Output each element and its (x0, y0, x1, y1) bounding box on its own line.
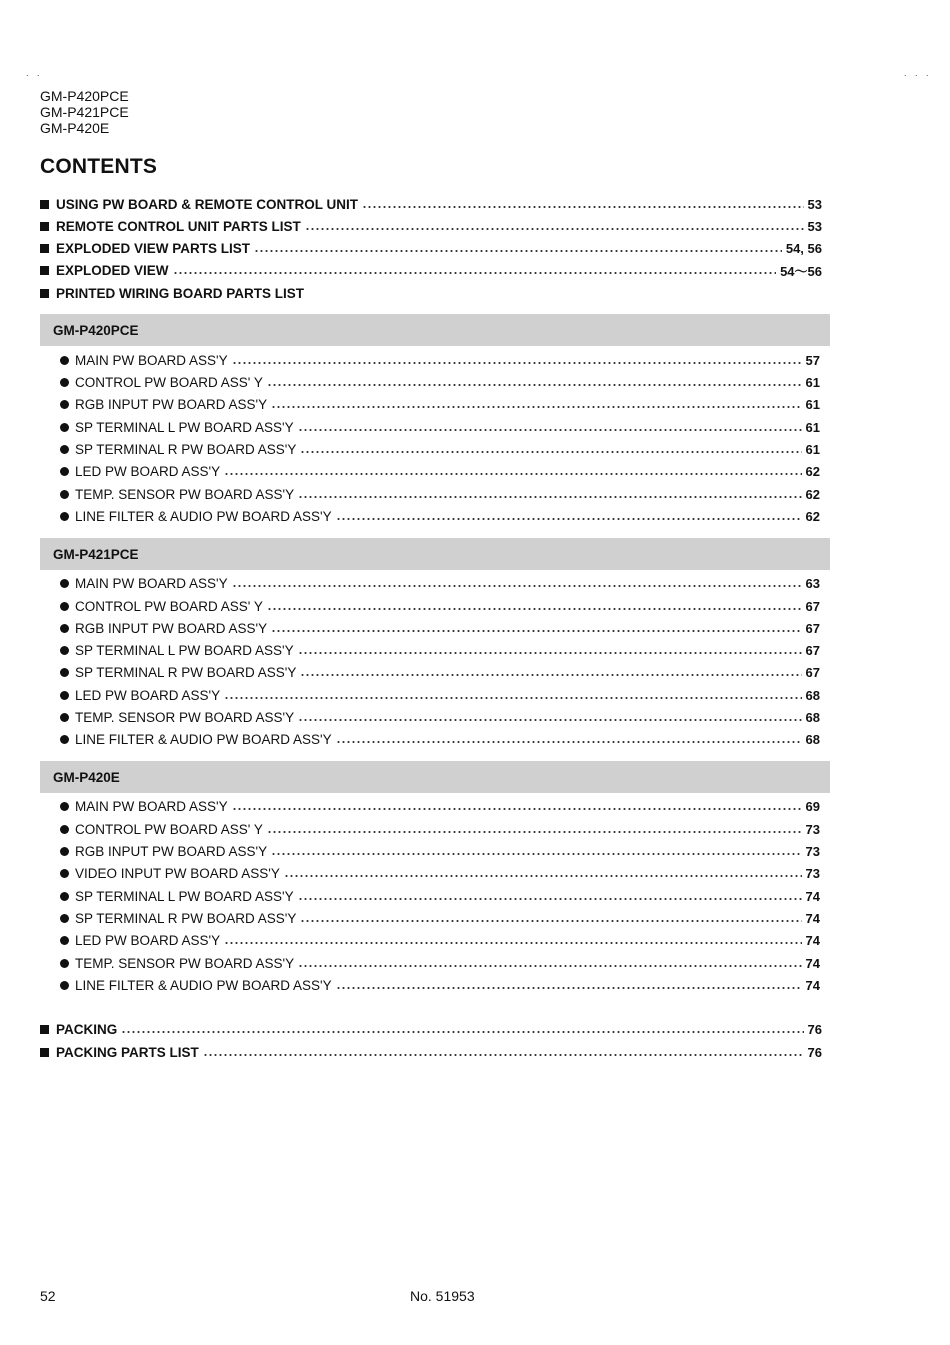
toc-entry-label: TEMP. SENSOR PW BOARD ASS'Y (75, 486, 295, 502)
round-bullet-icon (60, 869, 69, 878)
toc-subentry[interactable] (60, 976, 820, 994)
toc-entry-page: 62 (805, 463, 820, 479)
toc-entry-label: SP TERMINAL L PW BOARD ASS'Y (75, 888, 294, 904)
toc-subentry[interactable] (60, 708, 820, 726)
toc-entry-page: 61 (805, 374, 820, 390)
square-bullet-icon (40, 1025, 49, 1034)
round-bullet-icon (60, 892, 69, 901)
section-title: GM-P420E (53, 769, 120, 785)
toc-entry-page: 61 (805, 441, 820, 457)
toc-entry-page: 74 (805, 910, 820, 926)
dot-leader (298, 420, 802, 434)
toc-entry-label: TEMP. SENSOR PW BOARD ASS'Y (75, 955, 295, 971)
round-bullet-icon (60, 512, 69, 521)
dot-leader (271, 621, 801, 635)
toc-subentry[interactable] (60, 462, 820, 480)
toc-subentry[interactable] (60, 574, 820, 592)
round-bullet-icon (60, 445, 69, 454)
round-bullet-icon (60, 735, 69, 744)
dot-leader (298, 889, 802, 903)
toc-subentry[interactable] (60, 730, 820, 748)
dot-leader (224, 464, 801, 478)
square-bullet-icon (40, 244, 49, 253)
square-bullet-icon (40, 222, 49, 231)
corner-mark-left: . . (26, 68, 43, 78)
toc-entry-label: PACKING (56, 1021, 118, 1037)
toc-entry-label: VIDEO INPUT PW BOARD ASS'Y (75, 865, 280, 881)
toc-entry[interactable] (40, 261, 822, 279)
toc-entry-page: 61 (805, 396, 820, 412)
toc-entry-label: SP TERMINAL L PW BOARD ASS'Y (75, 419, 294, 435)
toc-entry-page: 73 (805, 865, 820, 881)
section-header (40, 314, 830, 346)
toc-entry-label: LED PW BOARD ASS'Y (75, 463, 221, 479)
round-bullet-icon (60, 959, 69, 968)
toc-entry-label: LINE FILTER & AUDIO PW BOARD ASS'Y (75, 977, 332, 993)
toc-entry-label: SP TERMINAL R PW BOARD ASS'Y (75, 441, 297, 457)
section-title: GM-P421PCE (53, 546, 139, 562)
model-name: GM-P420E (40, 120, 110, 136)
toc-entry-page: 73 (805, 821, 820, 837)
toc-entry-label: SP TERMINAL R PW BOARD ASS'Y (75, 664, 297, 680)
toc-entry-label: USING PW BOARD & REMOTE CONTROL UNIT (56, 196, 358, 212)
round-bullet-icon (60, 914, 69, 923)
round-bullet-icon (60, 825, 69, 834)
dot-leader (284, 866, 802, 880)
toc-subentry[interactable] (60, 887, 820, 905)
round-bullet-icon (60, 624, 69, 633)
toc-entry-label: MAIN PW BOARD ASS'Y (75, 352, 228, 368)
toc-entry-label: RGB INPUT PW BOARD ASS'Y (75, 620, 268, 636)
toc-entry-page: 76 (807, 1044, 822, 1060)
toc-entry-page: 74 (805, 932, 820, 948)
round-bullet-icon (60, 802, 69, 811)
toc-entry-page: 74 (805, 888, 820, 904)
toc-entry-page: 76 (807, 1021, 822, 1037)
round-bullet-icon (60, 400, 69, 409)
toc-entry[interactable] (40, 1043, 822, 1061)
toc-subentry[interactable] (60, 931, 820, 949)
round-bullet-icon (60, 936, 69, 945)
toc-subentry[interactable] (60, 663, 820, 681)
round-bullet-icon (60, 691, 69, 700)
round-bullet-icon (60, 602, 69, 611)
toc-entry-label: MAIN PW BOARD ASS'Y (75, 798, 228, 814)
dot-leader (300, 911, 801, 925)
toc-entry-label: CONTROL PW BOARD ASS' Y (75, 821, 263, 837)
dot-leader (254, 241, 782, 255)
section-title: GM-P420PCE (53, 322, 139, 338)
round-bullet-icon (60, 467, 69, 476)
dot-leader (267, 599, 802, 613)
toc-subentry[interactable] (60, 597, 820, 615)
round-bullet-icon (60, 713, 69, 722)
toc-entry-label: CONTROL PW BOARD ASS' Y (75, 598, 263, 614)
toc-entry-label: EXPLODED VIEW PARTS LIST (56, 240, 251, 256)
toc-entry-page: 57 (805, 352, 820, 368)
round-bullet-icon (60, 579, 69, 588)
toc-entry-page: 67 (805, 598, 820, 614)
square-bullet-icon (40, 266, 49, 275)
toc-entry-page: 54, 56 (785, 240, 822, 256)
corner-mark-right: . . . (904, 68, 932, 78)
dot-leader (267, 822, 802, 836)
model-list (40, 88, 129, 136)
toc-subentry[interactable] (60, 954, 820, 972)
dot-leader (271, 844, 801, 858)
toc-subentry[interactable] (60, 686, 820, 704)
toc-subentry[interactable] (60, 485, 820, 503)
dot-leader (362, 197, 804, 211)
square-bullet-icon (40, 200, 49, 209)
toc-entry-label: SP TERMINAL R PW BOARD ASS'Y (75, 910, 297, 926)
toc-entry[interactable] (40, 1020, 822, 1038)
toc-entry-label: LINE FILTER & AUDIO PW BOARD ASS'Y (75, 731, 332, 747)
dot-leader (232, 799, 802, 813)
toc-entry-label: MAIN PW BOARD ASS'Y (75, 575, 228, 591)
dot-leader (298, 710, 801, 724)
toc-entry-label: REMOTE CONTROL UNIT PARTS LIST (56, 218, 301, 234)
toc-entry[interactable] (40, 284, 822, 302)
round-bullet-icon (60, 423, 69, 432)
page-title: CONTENTS (40, 155, 158, 178)
toc-entry-label: EXPLODED VIEW (56, 262, 169, 278)
toc-entry-label: LINE FILTER & AUDIO PW BOARD ASS'Y (75, 508, 332, 524)
toc-subentry[interactable] (60, 909, 820, 927)
toc-entry-page: 54〜56 (780, 263, 822, 279)
toc-subentry[interactable] (60, 507, 820, 525)
round-bullet-icon (60, 847, 69, 856)
dot-leader (121, 1022, 803, 1036)
toc-entry-label: TEMP. SENSOR PW BOARD ASS'Y (75, 709, 295, 725)
toc-entry-page: 53 (807, 218, 822, 234)
toc-entry-page: 53 (807, 196, 822, 212)
toc-entry-page: 62 (805, 486, 820, 502)
dot-leader (298, 643, 802, 657)
round-bullet-icon (60, 356, 69, 365)
toc-entry-label: PRINTED WIRING BOARD PARTS LIST (56, 285, 304, 301)
toc-subentry[interactable] (60, 842, 820, 860)
dot-leader (224, 933, 801, 947)
dot-leader (203, 1045, 804, 1059)
toc-entry[interactable] (40, 239, 822, 257)
square-bullet-icon (40, 1048, 49, 1057)
toc-entry-label: LED PW BOARD ASS'Y (75, 932, 221, 948)
toc-subentry[interactable] (60, 641, 820, 659)
toc-entry-label: SP TERMINAL L PW BOARD ASS'Y (75, 642, 294, 658)
dot-leader (271, 397, 801, 411)
toc-subentry[interactable] (60, 351, 820, 369)
toc-subentry[interactable] (60, 418, 820, 436)
toc-entry-page: 74 (805, 955, 820, 971)
toc-subentry[interactable] (60, 820, 820, 838)
toc-entry[interactable] (40, 195, 822, 213)
dot-leader (232, 576, 802, 590)
dot-leader (300, 442, 801, 456)
square-bullet-icon (40, 289, 49, 298)
page-number: 52 (40, 1288, 56, 1304)
toc-entry-page: 69 (805, 798, 820, 814)
toc-entry-label: CONTROL PW BOARD ASS' Y (75, 374, 263, 390)
model-name: GM-P420PCE (40, 88, 129, 104)
toc-subentry[interactable] (60, 395, 820, 413)
dot-leader (336, 509, 802, 523)
toc-entry-page: 68 (805, 731, 820, 747)
dot-leader (232, 353, 802, 367)
toc-entry-page: 67 (805, 642, 820, 658)
dot-leader (224, 688, 801, 702)
dot-leader (336, 732, 802, 746)
toc-entry-page: 67 (805, 664, 820, 680)
dot-leader (173, 263, 777, 277)
dot-leader (298, 956, 801, 970)
toc-entry-label: RGB INPUT PW BOARD ASS'Y (75, 396, 268, 412)
dot-leader (300, 665, 801, 679)
toc-entry-page: 63 (805, 575, 820, 591)
dot-leader (298, 487, 801, 501)
toc-subentry[interactable] (60, 797, 820, 815)
toc-entry-page: 68 (805, 687, 820, 703)
document-number: No. 51953 (410, 1288, 475, 1304)
toc-entry-page: 62 (805, 508, 820, 524)
toc-entry-label: RGB INPUT PW BOARD ASS'Y (75, 843, 268, 859)
toc-subentry[interactable] (60, 864, 820, 882)
toc-entry-page: 68 (805, 709, 820, 725)
dot-leader (336, 978, 802, 992)
section-header (40, 538, 830, 570)
toc-entry-label: PACKING PARTS LIST (56, 1044, 199, 1060)
section-header (40, 761, 830, 793)
model-name: GM-P421PCE (40, 104, 129, 120)
dot-leader (267, 375, 802, 389)
dot-leader (305, 219, 804, 233)
toc-entry-page: 67 (805, 620, 820, 636)
round-bullet-icon (60, 646, 69, 655)
toc-entry[interactable] (40, 217, 822, 235)
toc-subentry[interactable] (60, 373, 820, 391)
toc-entry-page: 73 (805, 843, 820, 859)
toc-subentry[interactable] (60, 440, 820, 458)
toc-subentry[interactable] (60, 619, 820, 637)
round-bullet-icon (60, 490, 69, 499)
toc-entry-page: 74 (805, 977, 820, 993)
toc-entry-label: LED PW BOARD ASS'Y (75, 687, 221, 703)
round-bullet-icon (60, 668, 69, 677)
round-bullet-icon (60, 378, 69, 387)
toc-entry-page: 61 (805, 419, 820, 435)
round-bullet-icon (60, 981, 69, 990)
